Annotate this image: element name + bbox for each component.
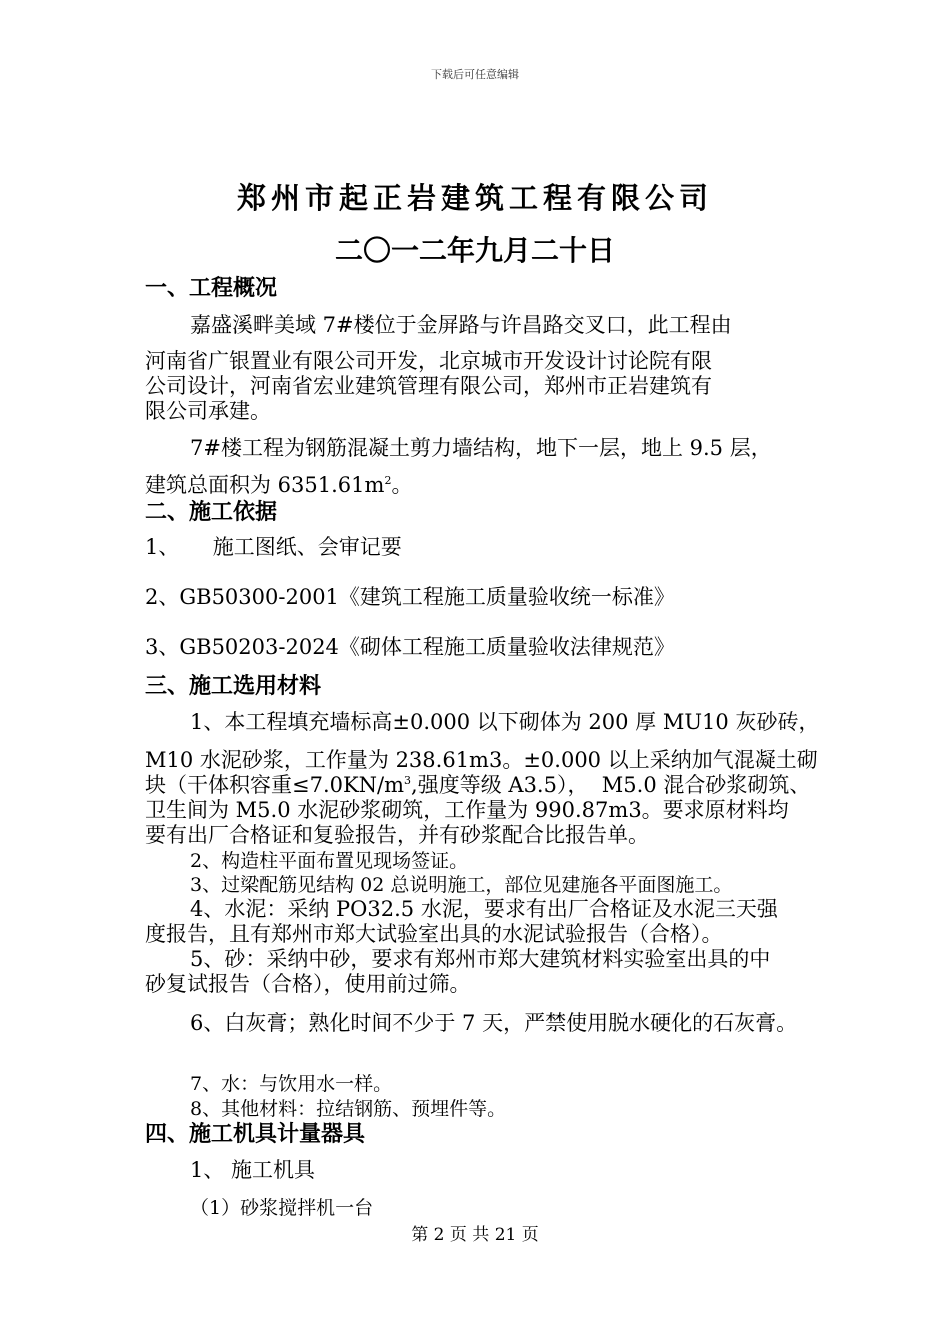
material-line: M10 水泥砂浆，工作量为 238.61m3。±0.000 以上采纳加气混凝土砌 bbox=[145, 748, 818, 772]
equipment-item: （1）砂浆搅拌机一台 bbox=[190, 1197, 374, 1219]
material-line: 6、白灰膏；熟化时间不少于 7 天，严禁使用脱水硬化的石灰膏。 bbox=[190, 1011, 798, 1035]
page-footer: 第 2 页 共 21 页 bbox=[411, 1225, 539, 1245]
overview-paragraph-line: 限公司承建。 bbox=[145, 399, 271, 423]
material-line: 5、砂：采纳中砂，要求有郑州市郑大建筑材料实验室出具的中 bbox=[190, 947, 771, 971]
structure-paragraph-line: 7#楼工程为钢筋混凝土剪力墙结构，地下一层，地上 9.5 层， bbox=[190, 436, 772, 460]
basis-item: 3、GB50203-2024《砌体工程施工质量验收法律规范》 bbox=[145, 635, 675, 659]
overview-paragraph-line: 嘉盛溪畔美域 7#楼位于金屏路与许昌路交叉口，此工程由 bbox=[190, 313, 732, 337]
section-4-title: 四、施工机具计量器具 bbox=[145, 1122, 366, 1147]
material-line: 块（干体积容重$\le 7.0KN/m^3$,强度等级 A3.5）， M5.0 混合砂浆砌筑、 bbox=[145, 773, 811, 797]
section-3-title: 三、施工选用材料 bbox=[145, 674, 322, 699]
material-line: 7、水：与饮用水一样。 bbox=[190, 1073, 393, 1095]
header-note: 下载后可任意编辑 bbox=[431, 68, 519, 81]
material-line: 度报告，且有郑州市郑大试验室出具的水泥试验报告（合格）。 bbox=[145, 922, 723, 946]
company-name: 郑州市起正岩建筑工程有限公司 bbox=[236, 181, 713, 215]
material-line: 要有出厂合格证和复验报告，并有砂浆配合比报告单。 bbox=[145, 823, 649, 847]
section-1-title: 一、工程概况 bbox=[145, 276, 278, 301]
basis-item: 2、GB50300-2001《建筑工程施工质量验收统一标准》 bbox=[145, 585, 675, 609]
section-2-title: 二、施工依据 bbox=[145, 500, 278, 525]
total-area-line: 建筑总面积为 $6351.61m^2$。 bbox=[145, 473, 413, 497]
equipment-subheading: 1、 施工机具 bbox=[190, 1158, 316, 1182]
material-line: 1、本工程填充墙标高±0.000 以下砌体为 200 厚 MU10 灰砂砖， bbox=[190, 710, 820, 734]
material-line: 砂复试报告（合格），使用前过筛。 bbox=[145, 972, 471, 996]
material-line: 4、水泥：采纳 PO32.5 水泥，要求有出厂合格证及水泥三天强 bbox=[190, 897, 778, 921]
overview-paragraph-line: 河南省广银置业有限公司开发，北京城市开发设计讨论院有限 bbox=[145, 349, 712, 373]
material-line: 卫生间为 M5.0 水泥砂浆砌筑，工作量为 990.87m3。要求原材料均 bbox=[145, 798, 789, 822]
material-line: 2、构造柱平面布置见现场签证。 bbox=[190, 850, 469, 872]
material-line: 8、其他材料：拉结钢筋、预埋件等。 bbox=[190, 1098, 507, 1120]
overview-paragraph-line: 公司设计，河南省宏业建筑管理有限公司，郑州市正岩建筑有 bbox=[145, 374, 712, 398]
basis-item: 1、 施工图纸、会审记要 bbox=[145, 535, 402, 559]
document-date: 二〇一二年九月二十日 bbox=[334, 234, 615, 267]
material-line: 3、过梁配筋见结构 02 总说明施工，部位见建施各平面图施工。 bbox=[190, 874, 733, 896]
